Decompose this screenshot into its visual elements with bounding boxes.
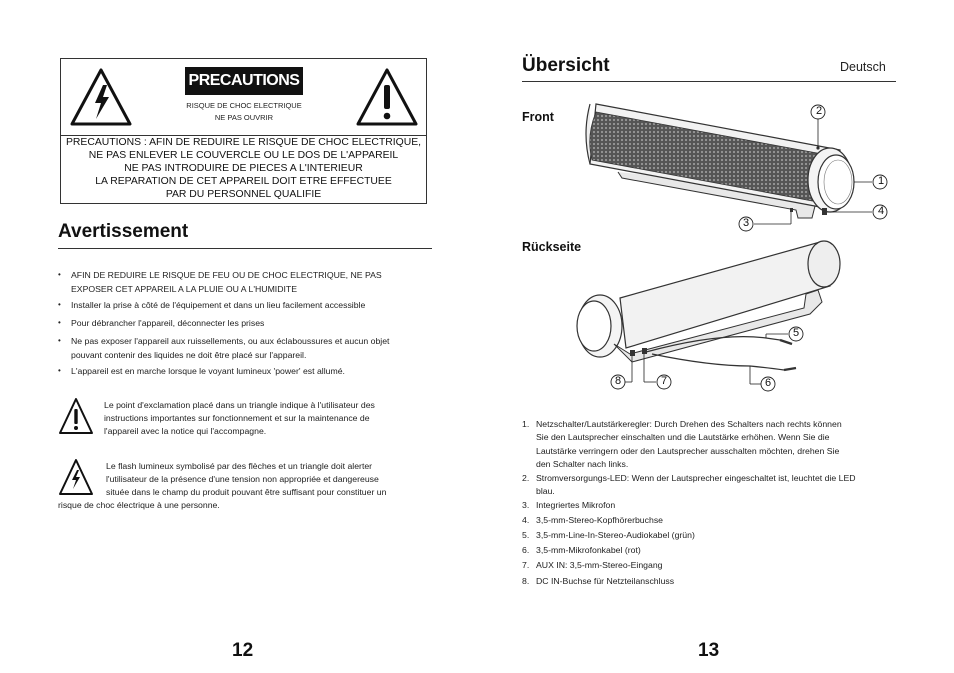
list-text: den Schalter nach links.: [536, 459, 629, 470]
note-line: l'utilisateur de la présence d'une tension non appropriée et dangereuse: [106, 474, 379, 484]
list-item: [522, 472, 900, 499]
precautions-title: PRECAUTIONS: [185, 67, 303, 95]
bullet-text: Ne pas exposer l'appareil aux ruissellements, ou aux éclaboussures et aucun objet: [71, 336, 390, 346]
callout-number: 6: [764, 377, 772, 389]
bullet-text: Installer la prise à côté de l'équipement et dans un lieu facilement accessible: [71, 300, 366, 310]
list-number: 5.: [522, 530, 530, 540]
note-line: risque de choc électrique à une personne.: [58, 500, 220, 510]
speaker-front-illustration: [560, 90, 900, 235]
list-number: 1.: [522, 419, 530, 429]
callout-number: 5: [792, 327, 800, 339]
list-item: [522, 559, 900, 572]
list-item: [522, 514, 900, 527]
avertissement-heading: Avertissement: [58, 221, 189, 242]
precautions-box: [60, 58, 427, 204]
precautions-line: NE PAS ENLEVER LE COUVERCLE OU LE DOS DE L'APPAREIL: [88, 150, 399, 161]
precautions-sub2: NE PAS OUVRIR: [214, 113, 274, 122]
list-text: 3,5-mm-Line-In-Stereo-Audiokabel (grün): [536, 530, 695, 540]
list-text: Integriertes Mikrofon: [536, 500, 616, 510]
exclamation-triangle-icon: [58, 397, 94, 435]
list-item: [522, 418, 900, 472]
language-label: Deutsch: [840, 60, 886, 74]
bullet-item: • Pour débrancher l'appareil, déconnecter les prises: [58, 316, 438, 330]
callout-number: 3: [742, 217, 750, 229]
page-number: 12: [232, 640, 254, 661]
bullet-text: Pour débrancher l'appareil, déconnecter les prises: [71, 318, 265, 328]
page-number: 13: [698, 640, 720, 661]
lightning-note: [106, 460, 441, 499]
list-number: 2.: [522, 473, 530, 483]
precautions-sub1: RISQUE DE CHOC ELECTRIQUE: [186, 101, 302, 110]
bullet-text: EXPOSER CET APPAREIL A LA PLUIE OU A L'HUMIDITE: [71, 284, 298, 294]
list-item: [522, 499, 900, 512]
exclamation-note: [104, 399, 439, 438]
list-item: [522, 544, 900, 557]
note-line: Le flash lumineux symbolisé par des flèches et un triangle doit alerter: [106, 461, 373, 471]
list-item: [522, 529, 900, 542]
list-number: 6.: [522, 545, 530, 555]
precautions-header: [61, 59, 426, 136]
callout-number: 8: [614, 375, 622, 387]
list-text: Netzschalter/Lautstärkeregler: Durch Drehen des Schalters nach rechts können: [536, 419, 842, 429]
list-number: 3.: [522, 500, 530, 510]
bullet-item: • Installer la prise à côté de l'équipement et dans un lieu facilement accessible: [58, 298, 438, 312]
back-label: Rückseite: [522, 240, 582, 254]
precautions-line: LA REPARATION DE CET APPAREIL DOIT ETRE EFFECTUEE: [95, 176, 392, 187]
bullet-item: • L'appareil est en marche lorsque le voyant lumineux 'power' est allumé.: [58, 364, 438, 378]
precautions-line: NE PAS INTRODUIRE DE PIECES A L'INTERIEUR: [124, 163, 363, 174]
callout-number: 4: [877, 205, 885, 217]
lightning-triangle-icon: [58, 458, 94, 496]
callout-number: 2: [815, 105, 823, 117]
list-item: [522, 575, 900, 588]
bullet-text: AFIN DE REDUIRE LE RISQUE DE FEU OU DE CHOC ELECTRIQUE, NE PAS: [71, 270, 382, 280]
list-number: 7.: [522, 560, 530, 570]
exclamation-warning-icon: [355, 67, 419, 127]
bullet-text: L'appareil est en marche lorsque le voyant lumineux 'power' est allumé.: [71, 366, 345, 376]
list-text: AUX IN: 3,5-mm-Stereo-Eingang: [536, 560, 663, 570]
lightning-warning-icon: [69, 67, 133, 127]
list-text: Stromversorgungs-LED: Wenn der Lautsprecher eingeschaltet ist, leuchtet die LED: [536, 473, 856, 483]
bullet-text: pouvant contenir des liquides ne doit être placé sur l'appareil.: [71, 350, 307, 360]
ubersicht-heading: Übersicht: [522, 55, 610, 76]
speaker-back-illustration: [570, 236, 890, 396]
bullet-item: • Ne pas exposer l'appareil aux ruissellements, ou aux éclaboussures et aucun objet pouvant contenir des liquides ne doit être placé sur l'appareil.: [58, 336, 390, 360]
callout-number: 1: [877, 175, 885, 187]
heading-divider: [58, 248, 432, 249]
heading-divider: [522, 81, 896, 82]
note-line: l'appareil avec la notice qui l'accompagne.: [104, 426, 267, 436]
precautions-line: PRECAUTIONS : AFIN DE REDUIRE LE RISQUE DE CHOC ELECTRIQUE,: [65, 137, 422, 148]
note-line: Le point d'exclamation placé dans un triangle indique à l'utilisateur des: [104, 400, 375, 410]
callout-number: 7: [660, 375, 668, 387]
note-line: située dans le champ du produit pouvant être suffisant pour constituer un: [106, 487, 387, 497]
list-text: Sie den Lautsprecher einschalten und die Lautstärke erhöhen. Wenn Sie die: [536, 432, 830, 443]
list-text: Lautstärke verringern oder den Lautsprecher ausschalten möchten, drehen Sie: [536, 445, 840, 456]
list-number: 8.: [522, 576, 530, 586]
list-number: 4.: [522, 515, 530, 525]
bullet-item: • AFIN DE REDUIRE LE RISQUE DE FEU OU DE CHOC ELECTRIQUE, NE PAS EXPOSER CET APPAREIL A LA PLUIE OU A L'HUMIDITE: [58, 270, 382, 294]
front-label: Front: [522, 110, 554, 124]
list-text: blau.: [536, 486, 555, 497]
note-line: instructions importantes sur fonctionnement et sur la maintenance de: [104, 413, 370, 423]
list-text: DC IN-Buchse für Netzteilanschluss: [536, 576, 675, 586]
list-text: 3,5-mm-Mikrofonkabel (rot): [536, 545, 641, 555]
list-text: 3,5-mm-Stereo-Kopfhörerbuchse: [536, 515, 663, 525]
precautions-line: PAR DU PERSONNEL QUALIFIE: [165, 189, 322, 200]
